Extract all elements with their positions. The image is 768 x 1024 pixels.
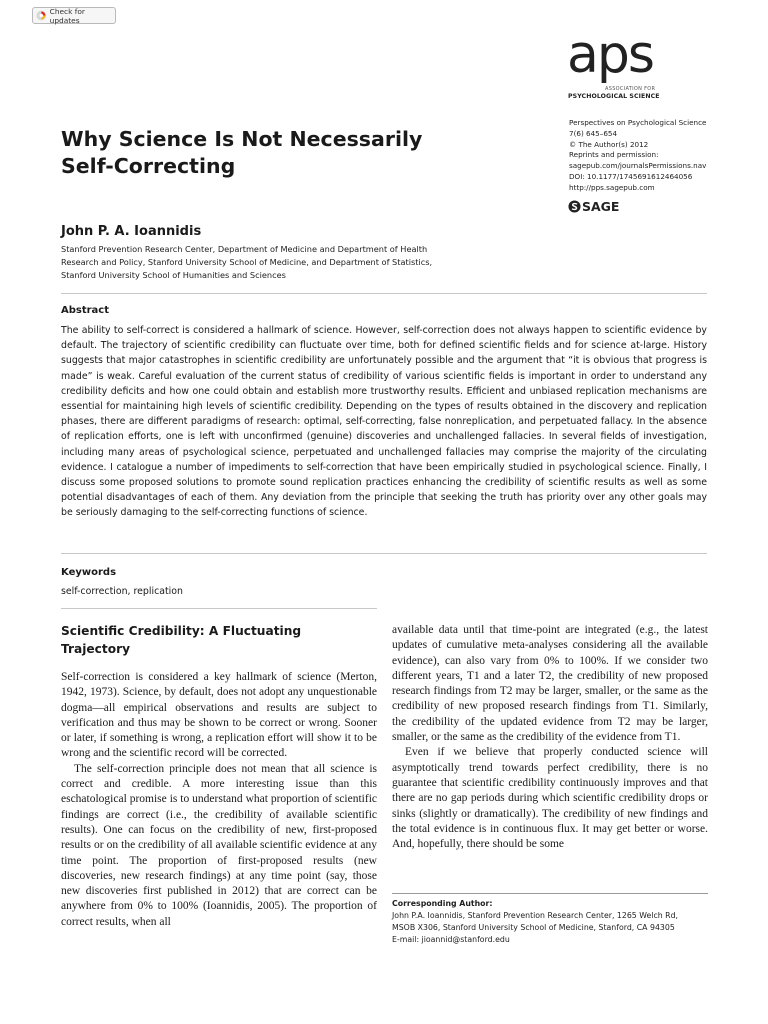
corresponding-author-heading: Corresponding Author: — [392, 899, 493, 908]
article-title-line-2: Self-Correcting — [61, 154, 236, 178]
divider-rule-top — [61, 293, 707, 294]
journal-url[interactable]: http://pps.sagepub.com — [569, 182, 655, 192]
article-title-line-1: Why Science Is Not Necessarily — [61, 127, 423, 151]
check-for-updates-badge[interactable] — [32, 7, 116, 24]
section-heading-line-1: Scientific Credibility: A Fluctuating — [61, 624, 302, 638]
author-affiliation: Stanford Prevention Research Center, Department of Medicine and Department of Health Research and Policy, Stanford University School of Medicine, and Department of Statistics, Stanford University School of Humanities and Sciences — [61, 244, 433, 280]
check-for-updates-label: Check for updates — [49, 6, 85, 25]
journal-copyright: © The Author(s) 2012 — [569, 139, 649, 149]
section-heading-line-2: Trajectory — [61, 642, 131, 656]
abstract-text: The ability to self-correct is considered a hallmark of science. However, self-correction does not always happen to scientific evidence by default. The trajectory of scientific credibility can fluctuate over time, both for defined scientific fields and for science at-large. History suggests that major catastrophes in scientific credibility are unfortunately possible and the argument that “it is obvious that progress is made” is weak. Careful evaluation of the current status of credibility of various scientific fields is important in order to understand any credibility deficits and how one could obtain and establish more trustworthy results. Efficient and unbiased replication mechanisms are essential for maintaining high levels of scientific credibility. Depending on the types of results obtained in the discovery and replication phases, there are different paradigms of research: optimal, self-correcting, false nonreplication, and perpetuated fallacy. In the absence of replication efforts, one is left with unconfirmed (genuine) discoveries and unchallenged fallacies. In several fields of investigation, including many areas of psychological science, perpetuated and unchallenged fallacies may comprise the majority of the circulating evidence. I catalogue a number of impediments to self-correction that have been empirically studied in psychological science. Finally, I discuss some proposed solutions to promote sound replication practices enhancing the credibility of scientific results as well as some potential disadvantages of each of them. Any deviation from the principle that seeking the truth has priority over any other goals may be seriously damaging to the self-correcting functions of science. — [61, 325, 707, 519]
journal-info — [569, 118, 749, 194]
keywords-heading: Keywords — [61, 567, 117, 578]
sage-logo — [568, 199, 619, 214]
body-paragraph: Self-correction is considered a key hallmark of science (Merton, 1942, 1973). Science, by default, does not adopt any unquestionable dogma—all empirical observations and results are subject to verification and thus may be shown to be correct or wrong. Sooner or later, if something is wrong, a replication effort will show it to be wrong and the scientific record will be corrected. — [61, 671, 377, 760]
keywords-text: self-correction, replication — [61, 586, 183, 597]
abstract-heading: Abstract — [61, 305, 110, 316]
body-column-right — [392, 623, 708, 852]
divider-rule-footnote — [392, 893, 708, 894]
aps-wordmark: aps — [567, 25, 653, 85]
author-name: John P. A. Ioannidis — [61, 224, 202, 239]
body-column-left — [61, 670, 377, 930]
aps-logo — [567, 25, 677, 105]
divider-rule-keywords — [61, 608, 377, 609]
journal-volume: 7(6) 645–654 — [569, 128, 618, 138]
journal-doi[interactable]: DOI: 10.1177/1745691612464056 — [569, 171, 693, 181]
journal-reprints: Reprints and permission: — [569, 150, 659, 160]
body-paragraph: The self-correction principle does not mean that all science is correct and credible. A more interesting issue than this eschatological promise is to understand what proportion of scientific findings are correct (i.e., the credibility of available scientific results). One can focus on the credibility of new, first-proposed results or on the credibility of all available scientific evidence at any time point. The proportion of first-proposed results (new discoveries, new research findings) at any time point (say, those new discoveries first published in 2012) that are correct can be anywhere from 0% to 100% (Ioannidis, 2005). The proportion of correct results, when all — [61, 762, 377, 928]
article-title — [61, 126, 481, 180]
sage-icon — [568, 200, 581, 213]
corresponding-author-address-2: MSOB X306, Stanford University School of Medicine, Stanford, CA 94305 — [392, 923, 675, 932]
body-paragraph: available data until that time-point are integrated (e.g., the latest updates of cumulative meta-analyses considering all the available evidence), can also vary from 0% to 100%. If we consider two different years, T1 and a later T2, the credibility of new proposed research findings from T2 may be larger, smaller, or the same as the credibility of new proposed research findings from T1. Similarly, the credibility of the updated evidence from T2 may be larger, smaller, or the same as the credibility of the evidence from T1. — [392, 624, 708, 744]
divider-rule-abstract — [61, 553, 707, 554]
corresponding-author-address-1: John P.A. Ioannidis, Stanford Prevention Research Center, 1265 Welch Rd, — [392, 911, 679, 920]
corresponding-author — [392, 898, 712, 946]
section-heading — [61, 622, 361, 658]
check-updates-icon — [36, 10, 47, 21]
corresponding-author-email[interactable]: E-mail: jioannid@stanford.edu — [392, 935, 510, 944]
body-paragraph: Even if we believe that properly conducted science will asymptotically trend towards perfect credibility, there is no guarantee that scientific credibility continuously improves and that there are no gap periods during which scientific credibility drops or sinks (slightly or dramatically). The credibility of new findings and the total evidence is in continuous flux. It may get better or worse. And, hopefully, there should be some — [392, 746, 708, 851]
aps-psychological-science-line: PSYCHOLOGICAL SCIENCE — [568, 93, 660, 100]
journal-name: Perspectives on Psychological Science — [569, 118, 707, 127]
aps-association-line: ASSOCIATION FOR — [605, 86, 656, 92]
journal-permissions-link[interactable]: sagepub.com/journalsPermissions.nav — [569, 161, 707, 171]
sage-wordmark: SAGE — [582, 199, 620, 214]
